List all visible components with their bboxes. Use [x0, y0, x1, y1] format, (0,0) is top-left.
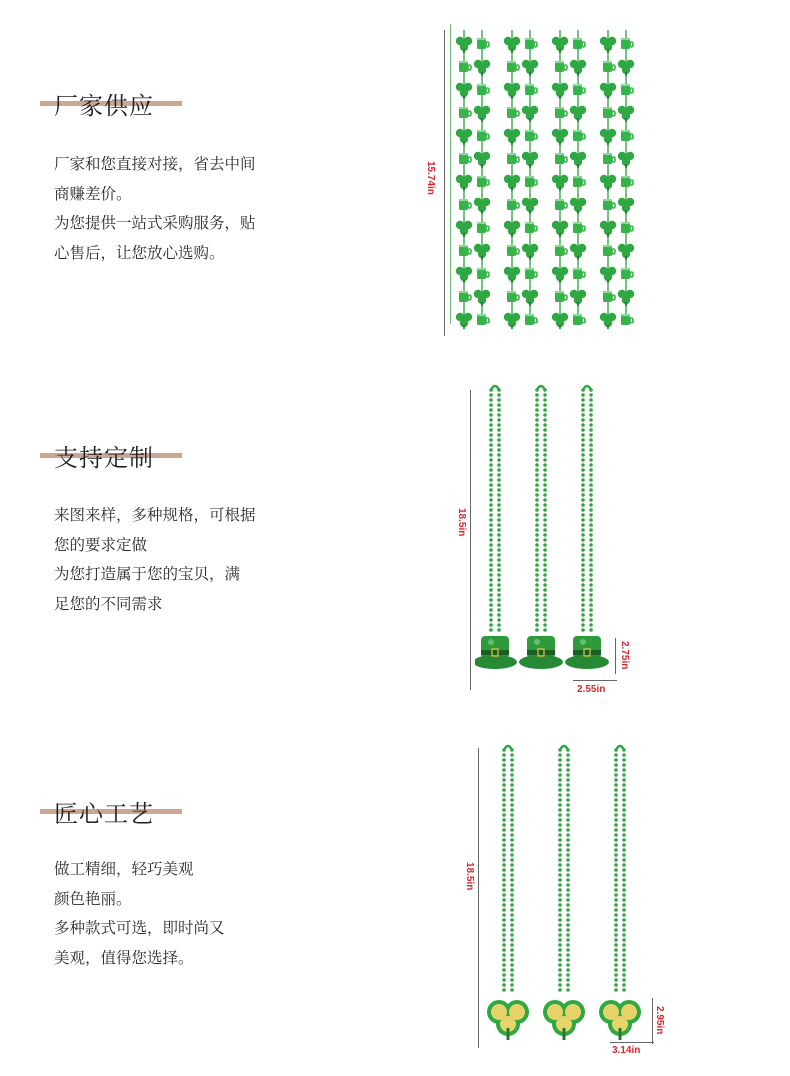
beer-mug-icon: [621, 222, 633, 233]
beer-mug-icon: [555, 199, 567, 210]
beer-mug-icon: [477, 176, 489, 187]
beer-mug-icon: [459, 245, 471, 256]
beer-mug-icon: [459, 291, 471, 302]
description-line: 为您提供一站式采购服务，贴: [54, 214, 256, 232]
height-dimension-line: [470, 390, 471, 690]
beer-mug-icon: [573, 130, 585, 141]
pendant-width-label: 2.55in: [577, 684, 606, 695]
beer-mug-icon: [555, 107, 567, 118]
beer-mug-icon: [477, 268, 489, 279]
description-line: 颜色艳丽。: [54, 889, 132, 908]
leprechaun-hat-icon: [475, 636, 517, 669]
beer-mug-icon: [477, 84, 489, 95]
height-dimension-label: 18.5in: [464, 862, 475, 891]
shamrock-icon: [487, 1000, 529, 1040]
heading-text: 厂家供应: [54, 92, 154, 120]
beer-mug-icon: [621, 268, 633, 279]
beer-mug-icon: [525, 84, 537, 95]
beer-mug-icon: [603, 107, 615, 118]
beer-mug-icon: [555, 61, 567, 72]
section-description: [54, 150, 256, 268]
description-line: 足您的不同需求: [54, 594, 163, 613]
pendant-width-dimension-line: [610, 1042, 654, 1043]
bead-strand: [600, 30, 634, 329]
bead-strand: [552, 30, 586, 329]
beer-mug-icon: [603, 153, 615, 164]
beer-mug-icon: [459, 107, 471, 118]
description-line: 为您打造属于您的宝贝，满: [54, 565, 241, 583]
beer-mug-icon: [603, 199, 615, 210]
bead-chain: [581, 386, 593, 632]
product-image-shamrock-mug-strands: [425, 24, 650, 336]
beer-mug-icon: [525, 176, 537, 187]
beer-mug-icon: [603, 245, 615, 256]
pendant-width-dimension-line: [573, 680, 617, 681]
description-line: 厂家和您直接对接，省去中间: [54, 155, 256, 173]
leprechaun-hat-icon: [519, 636, 563, 669]
bead-chain: [489, 386, 501, 632]
bead-strand: [504, 30, 538, 329]
beer-mug-icon: [555, 291, 567, 302]
height-dimension-line: [478, 748, 479, 1048]
beer-mug-icon: [573, 314, 585, 325]
bead-strand: [456, 30, 490, 329]
beer-mug-icon: [603, 61, 615, 72]
beer-mug-icon: [525, 314, 537, 325]
bead-chain: [535, 386, 547, 632]
bead-strands-illustration: [450, 24, 650, 336]
section-customization: [0, 360, 790, 720]
beer-mug-icon: [477, 222, 489, 233]
leprechaun-hat-icon: [565, 636, 609, 669]
section-craftsmanship: [0, 720, 790, 1076]
hat-necklaces-illustration: [475, 384, 635, 684]
height-dimension-label: 18.5in: [456, 508, 467, 537]
description-line: 多种款式可选，即时尚又: [54, 919, 225, 937]
description-line: 美观，值得您选择。: [54, 948, 194, 967]
beer-mug-icon: [573, 222, 585, 233]
bead-chain: [502, 746, 514, 992]
description-line: 做工精细，轻巧美观: [54, 860, 194, 878]
beer-mug-icon: [477, 38, 489, 49]
section-factory-supply: [0, 0, 790, 360]
beer-mug-icon: [525, 38, 537, 49]
beer-mug-icon: [525, 130, 537, 141]
beer-mug-icon: [477, 314, 489, 325]
beer-mug-icon: [621, 314, 633, 325]
beer-mug-icon: [507, 61, 519, 72]
beer-mug-icon: [525, 222, 537, 233]
pendant-height-label: 2.75in: [619, 641, 630, 670]
bead-chain: [614, 746, 626, 992]
product-image-shamrock-necklaces: [464, 744, 670, 1074]
beer-mug-icon: [555, 153, 567, 164]
beer-mug-icon: [507, 107, 519, 118]
section-description: [54, 501, 256, 619]
section-heading: [40, 794, 154, 829]
beer-mug-icon: [555, 245, 567, 256]
beer-mug-icon: [477, 130, 489, 141]
bead-chain: [558, 746, 570, 992]
section-description: [54, 855, 225, 973]
beer-mug-icon: [621, 84, 633, 95]
shamrock-icon: [599, 1000, 641, 1040]
beer-mug-icon: [459, 199, 471, 210]
beer-mug-icon: [573, 38, 585, 49]
pendant-height-dimension-line: [615, 638, 616, 674]
section-heading: [40, 86, 154, 121]
beer-mug-icon: [525, 268, 537, 279]
beer-mug-icon: [459, 61, 471, 72]
beer-mug-icon: [573, 84, 585, 95]
beer-mug-icon: [459, 153, 471, 164]
beer-mug-icon: [507, 153, 519, 164]
description-line: 商赚差价。: [54, 184, 132, 203]
pendant-height-label: 2.95in: [654, 1006, 665, 1035]
beer-mug-icon: [507, 199, 519, 210]
beer-mug-icon: [507, 245, 519, 256]
beer-mug-icon: [603, 291, 615, 302]
beer-mug-icon: [621, 130, 633, 141]
section-heading: [40, 438, 154, 473]
shamrock-icon: [543, 1000, 585, 1040]
beer-mug-icon: [573, 176, 585, 187]
description-line: 您的要求定做: [54, 535, 148, 554]
height-dimension-line: [444, 30, 445, 336]
shamrock-necklaces-illustration: [482, 744, 652, 1044]
pendant-height-dimension-line: [652, 998, 653, 1044]
pendant-width-label: 3.14in: [612, 1045, 641, 1056]
heading-text: 支持定制: [54, 444, 154, 472]
heading-text: 匠心工艺: [54, 800, 154, 828]
height-dimension-label: 15.74in: [425, 161, 436, 195]
product-image-hat-necklaces: [455, 384, 645, 704]
beer-mug-icon: [621, 176, 633, 187]
beer-mug-icon: [573, 268, 585, 279]
description-line: 来图来样，多种规格，可根据: [54, 506, 256, 524]
description-line: 心售后，让您放心选购。: [54, 243, 225, 262]
beer-mug-icon: [621, 38, 633, 49]
beer-mug-icon: [507, 291, 519, 302]
